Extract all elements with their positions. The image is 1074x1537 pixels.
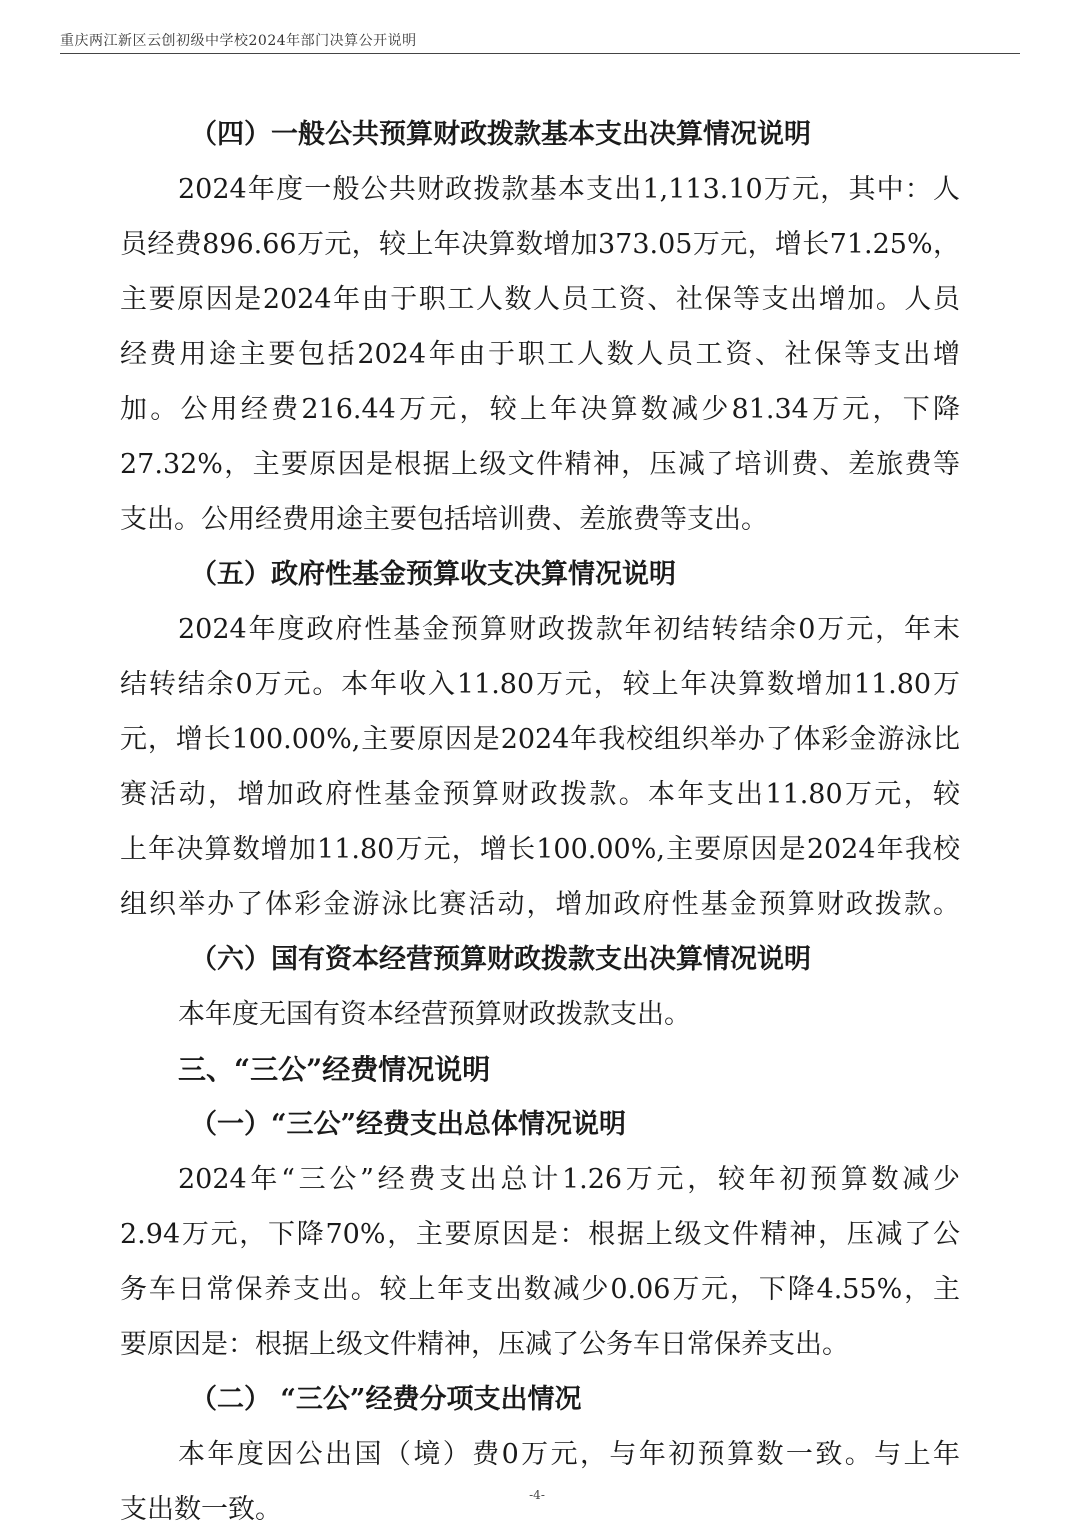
- paragraph-line: 本年度因公出国（境）费0万元，与年初预算数一致。与上年: [178, 1439, 960, 1470]
- paragraph-line: 2024年“三公”经费支出总计1.26万元，较年初预算数减少: [178, 1164, 960, 1195]
- paragraph-line: 组织举办了体彩金游泳比赛活动，增加政府性基金预算财政拨款。: [120, 889, 960, 920]
- paragraph-line-last: 要原因是：根据上级文件精神，压减了公务车日常保养支出。: [120, 1329, 849, 1360]
- paragraph-line: 加。公用经费216.44万元，较上年决算数减少81.34万元，下降: [120, 394, 960, 425]
- paragraph-line: 主要原因是2024年由于职工人数人员工资、社保等支出增加。人员: [120, 284, 960, 315]
- paragraph-line: 结转结余0万元。本年收入11.80万元，较上年决算数增加11.80万: [120, 669, 960, 700]
- paragraph-line: 元，增长100.00%,主要原因是2024年我校组织举办了体彩金游泳比: [120, 724, 960, 755]
- subsection-heading-5: （五）政府性基金预算收支决算情况说明: [190, 559, 676, 590]
- running-header: 重庆两江新区云创初级中学校2024年部门决算公开说明: [60, 33, 417, 49]
- paragraph-line: 赛活动，增加政府性基金预算财政拨款。本年支出11.80万元，较: [120, 779, 960, 810]
- paragraph-line: 经费用途主要包括2024年由于职工人数人员工资、社保等支出增: [120, 339, 960, 370]
- subsection-heading-2: （二） “三公”经费分项支出情况: [190, 1384, 582, 1415]
- subsection-heading-1: （一）“三公”经费支出总体情况说明: [190, 1109, 627, 1140]
- paragraph-line-last: 支出。公用经费用途主要包括培训费、差旅费等支出。: [120, 504, 768, 535]
- page-number: -4-: [529, 1488, 545, 1502]
- subsection-heading-6: （六）国有资本经营预算财政拨款支出决算情况说明: [190, 944, 811, 975]
- paragraph-line: 2024年度政府性基金预算财政拨款年初结转结余0万元，年末: [178, 614, 960, 645]
- paragraph-line: 2024年度一般公共财政拨款基本支出1,113.10万元，其中：人: [178, 174, 960, 205]
- section-heading-3: 三、“三公”经费情况说明: [178, 1053, 491, 1086]
- paragraph-line: 员经费896.66万元，较上年决算数增加373.05万元，增长71.25%，: [120, 229, 960, 260]
- paragraph-line: 务车日常保养支出。较上年支出数减少0.06万元，下降4.55%，主: [120, 1274, 960, 1305]
- paragraph-line: 上年决算数增加11.80万元，增长100.00%,主要原因是2024年我校: [120, 834, 960, 865]
- header-divider: [60, 53, 1020, 54]
- paragraph-line: 27.32%，主要原因是根据上级文件精神，压减了培训费、差旅费等: [120, 449, 960, 480]
- document-body: [120, 107, 960, 1537]
- paragraph-line: 2.94万元，下降70%，主要原因是：根据上级文件精神，压减了公: [120, 1219, 960, 1250]
- subsection-heading-4: （四）一般公共预算财政拨款基本支出决算情况说明: [190, 119, 811, 150]
- paragraph-line-last: 支出数一致。: [120, 1494, 282, 1525]
- paragraph-line-last: 本年度无国有资本经营预算财政拨款支出。: [178, 999, 691, 1030]
